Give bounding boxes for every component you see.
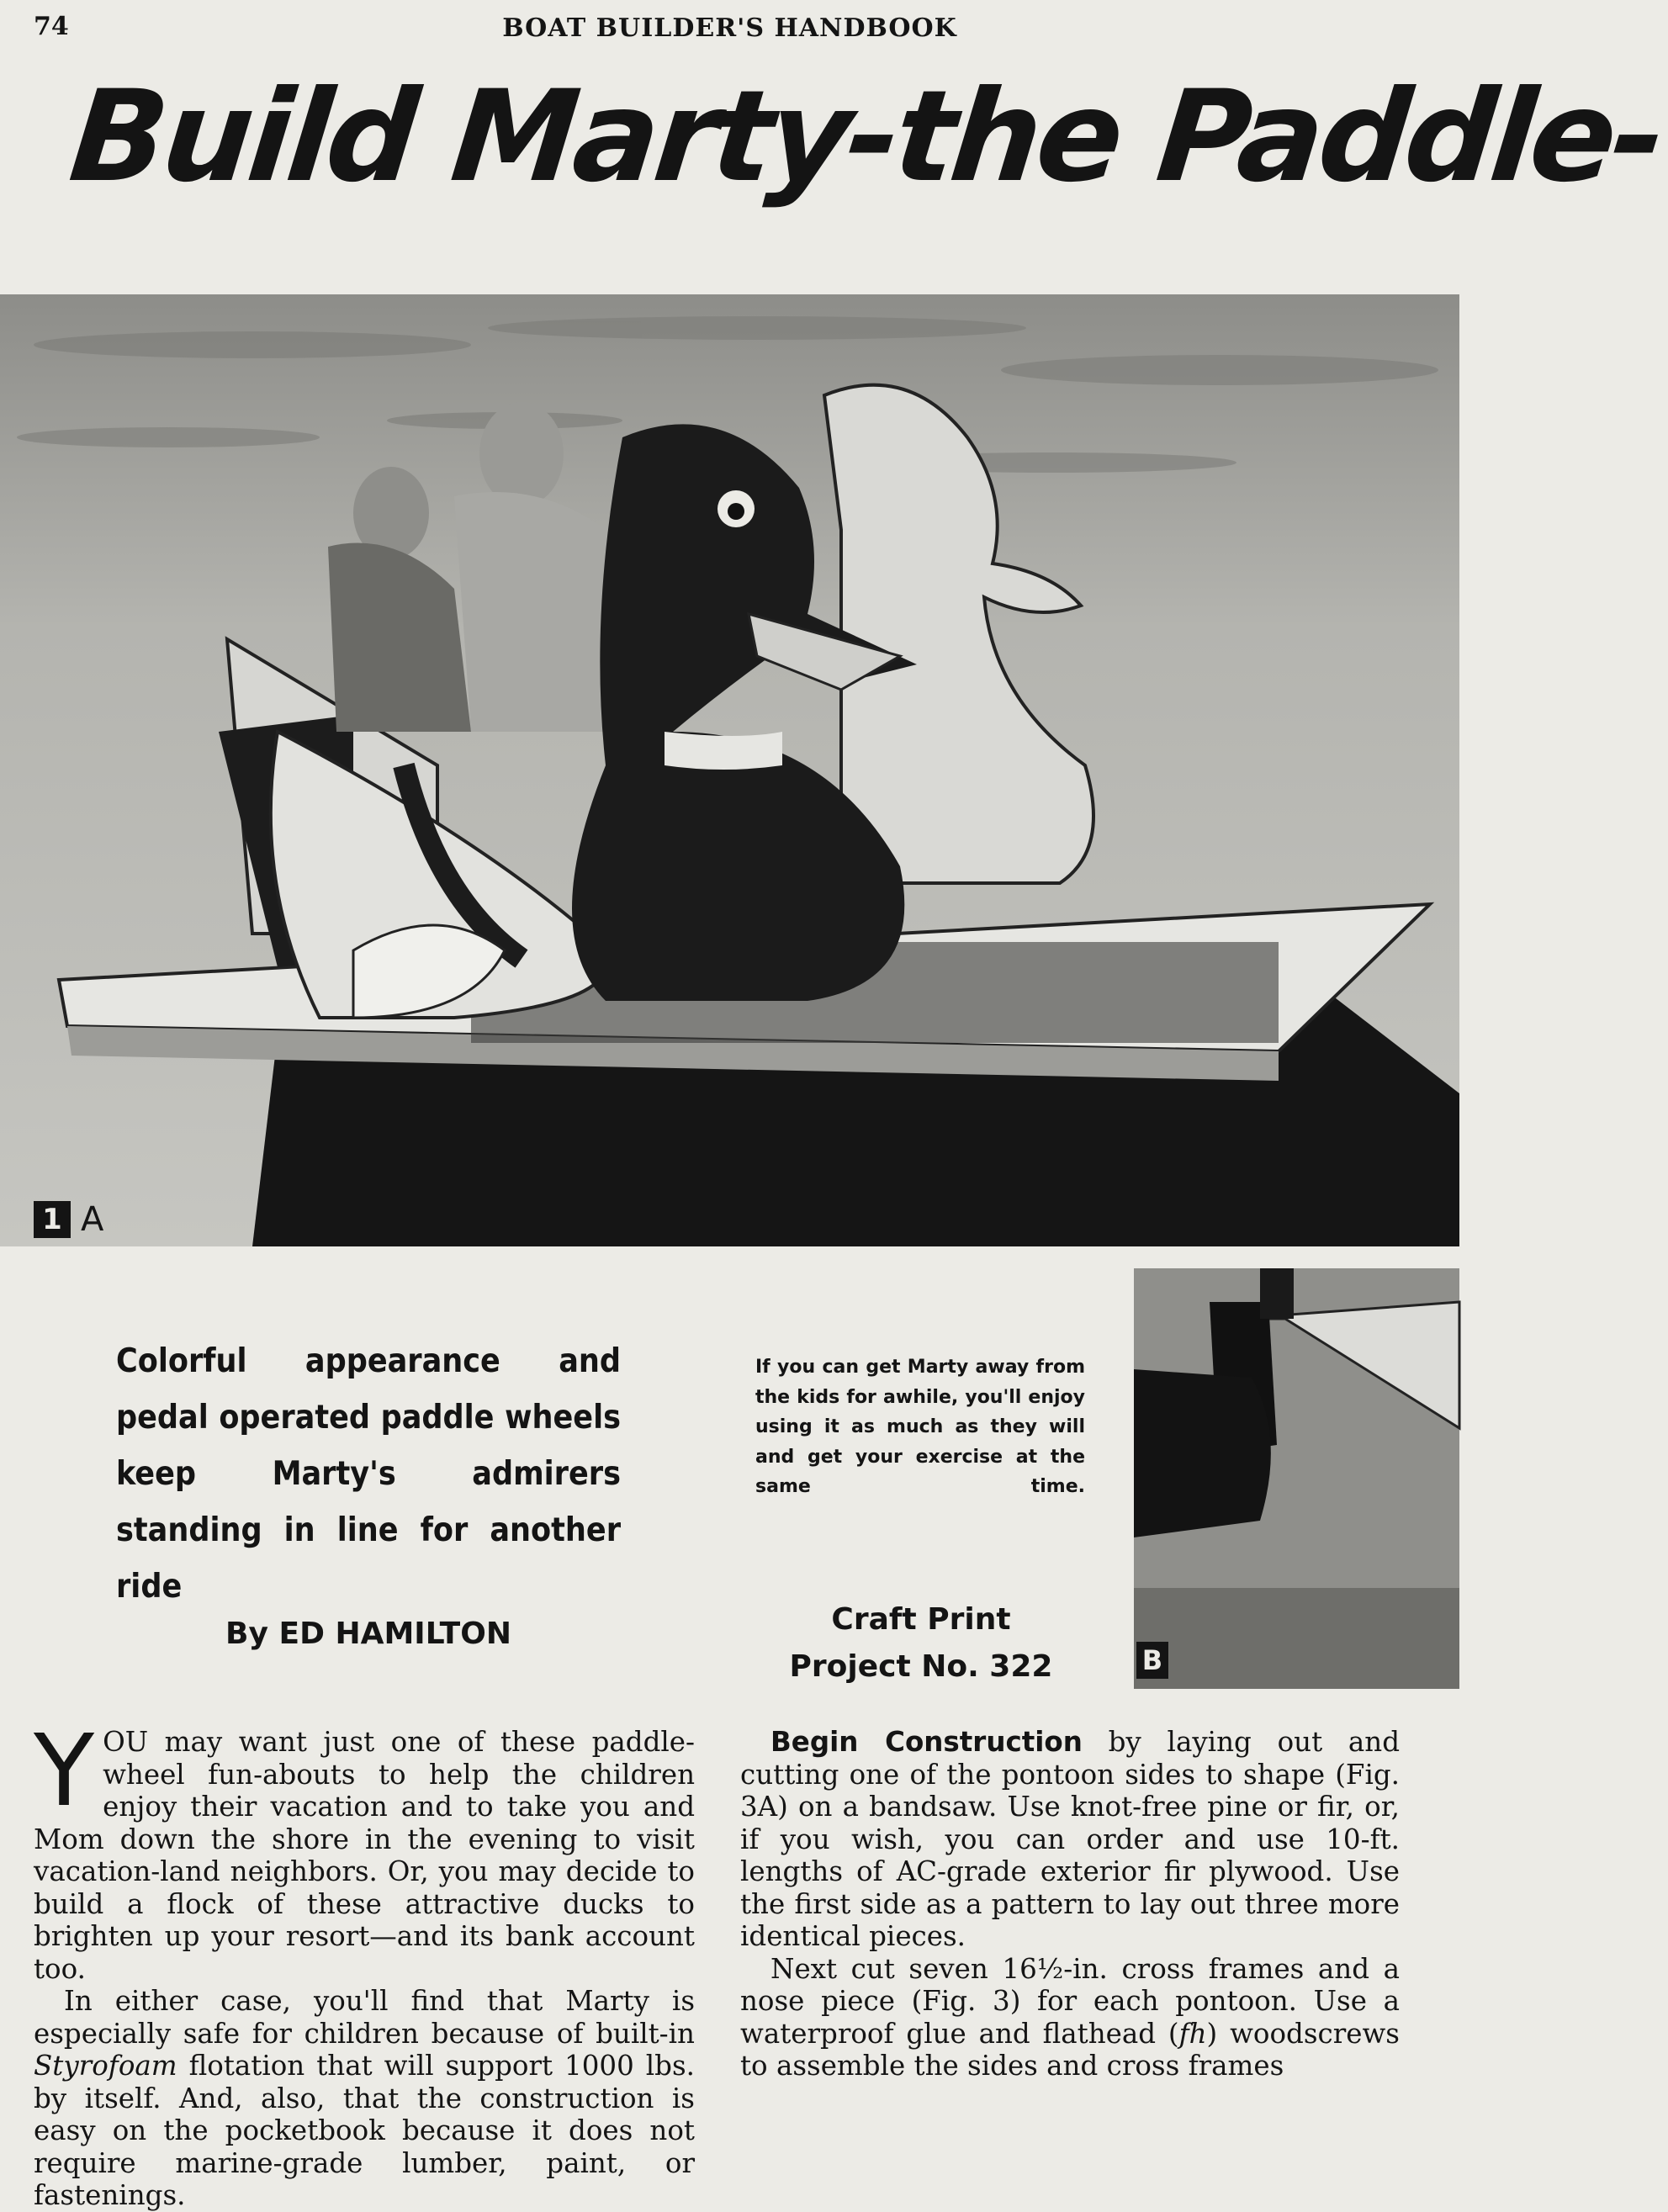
body-paragraph-4 bbox=[740, 1953, 1400, 2082]
page-number: 74 bbox=[34, 12, 69, 41]
section-runin-heading: Begin Construction bbox=[770, 1726, 1083, 1758]
running-head: BOAT BUILDER'S HANDBOOK bbox=[502, 13, 957, 43]
figure-letter-badge: B bbox=[1136, 1642, 1168, 1679]
duck-boat-photo bbox=[0, 294, 1459, 1246]
byline: By ED HAMILTON bbox=[225, 1617, 511, 1651]
body-column-left bbox=[34, 1712, 695, 2212]
paragraph-text: In either case, you'll find that Marty is especially safe for children because of built-in bbox=[34, 1985, 695, 2050]
article-headline: Build Marty-the Paddle- bbox=[63, 64, 1668, 210]
paragraph-text: flotation that will support 1000 lbs. by itself. And, also, that the construction is easy on the pocketbook because it does not require marine-grade lumber, paint, or fastenings. bbox=[34, 2050, 695, 2211]
paragraph-text: Next cut seven 16½-in. cross frames and a nose piece (Fig. 3) for each pontoon. Use a waterproof glue and flathead ( bbox=[740, 1952, 1400, 2050]
emphasis-text: Styrofoam bbox=[34, 2050, 177, 2082]
side-blurb: If you can get Marty away from the kids for awhile, you'll enjoy using it as much as they will and get your exercise at the same time. bbox=[755, 1357, 1085, 1497]
project-number: Project No. 322 bbox=[789, 1649, 1053, 1684]
drop-cap: Y bbox=[34, 1712, 95, 1828]
craft-print-label: Craft Print bbox=[831, 1602, 1011, 1637]
figure-number-badge: 1 bbox=[34, 1201, 71, 1238]
paragraph-text: by laying out and cutting one of the pontoon sides to shape (Fig. 3A) on a bandsaw. Use knot-free pine or fir, or, if you wish, you can order and use 10-ft. lengths of AC-grade exterior fir plywood. Use the first side as a pattern to lay out three more identical pieces. bbox=[740, 1726, 1400, 1952]
inset-photo-illustration bbox=[1134, 1268, 1459, 1689]
paragraph-text: ) woodscrews to assemble the sides and cross frames bbox=[740, 2017, 1400, 2082]
body-paragraph-1 bbox=[34, 1712, 695, 1985]
body-column-right bbox=[740, 1726, 1400, 2082]
duck-boat-illustration bbox=[0, 294, 1459, 1246]
paragraph-text: OU may want just one of these paddle-wheel fun-abouts to help the children enjoy their vacation and to take you and Mom down the shore in the evening to visit vacation-land neighbors. Or, you may decide to build a flock of these attractive ducks to brighten up your resort—and its bank account too. bbox=[34, 1726, 695, 1985]
figure-letter: A bbox=[81, 1200, 104, 1239]
body-paragraph-3 bbox=[740, 1726, 1400, 1953]
body-paragraph-2 bbox=[34, 1985, 695, 2212]
craft-print-box bbox=[740, 1596, 1102, 1691]
article-deck: Colorful appearance and pedal operated paddle wheels keep Marty's admirers standing in line for another ride bbox=[116, 1342, 621, 1606]
inset-photo bbox=[1134, 1268, 1459, 1689]
emphasis-text: fh bbox=[1178, 2017, 1207, 2050]
